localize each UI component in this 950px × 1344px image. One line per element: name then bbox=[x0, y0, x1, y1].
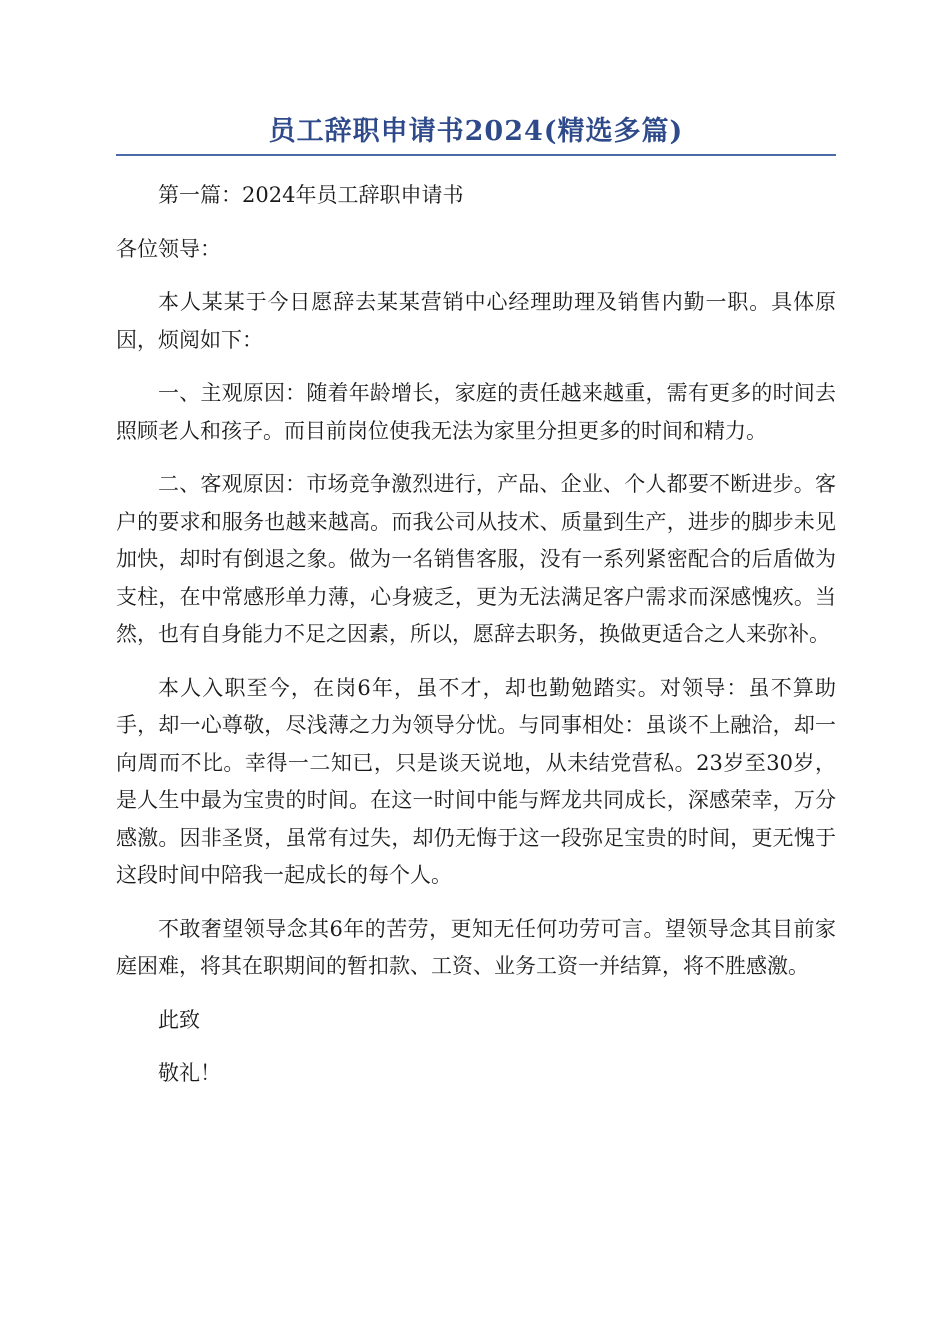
closing-phrase: 此致 bbox=[158, 1007, 200, 1032]
body-paragraph: 一、主观原因：随着年龄增长，家庭的责任越来越重，需有更多的时间去照顾老人和孩子。而目前岗位使我无法为家里分担更多的时间和精力。 bbox=[116, 381, 836, 443]
title-underline bbox=[116, 154, 836, 156]
body-paragraph: 不敢奢望领导念其6年的苦劳，更知无任何功劳可言。望领导念其目前家庭困难，将其在职期间的暂扣款、工资、业务工资一并结算，将不胜感激。 bbox=[116, 916, 836, 978]
salutation: 各位领导： bbox=[116, 236, 221, 261]
document-title: 员工辞职申请书2024(精选多篇) bbox=[268, 116, 684, 147]
body-paragraph: 本人某某于今日愿辞去某某营销中心经理助理及销售内勤一职。具体原因，烦阅如下： bbox=[116, 290, 836, 352]
document-page bbox=[116, 110, 836, 1093]
body-paragraph: 本人入职至今，在岗6年，虽不才，却也勤勉踏实。对领导：虽不算助手，却一心尊敬，尽浅薄之力为领导分忧。与同事相处：虽谈不上融洽，却一向周而不比。幸得一二知已，只是谈天说地，从未结党营私。23岁至30岁，是人生中最为宝贵的时间。在这一时间中能与辉龙共同成长，深感荣幸，万分感激。因非圣贤，虽常有过失，却仍无悔于这一段弥足宝贵的时间，更无愧于这段时间中陪我一起成长的每个人。 bbox=[116, 675, 836, 887]
section-heading: 第一篇：2024年员工辞职申请书 bbox=[158, 183, 464, 207]
closing-salute: 敬礼！ bbox=[158, 1061, 221, 1085]
body-paragraph: 二、客观原因：市场竞争激烈进行，产品、企业、个人都要不断进步。客户的要求和服务也越来越高。而我公司从技术、质量到生产，进步的脚步未见加快，却时有倒退之象。做为一名销售客服，没有一系列紧密配合的后盾做为支柱，在中常感形单力薄，心身疲乏，更为无法满足客户需求而深感愧疚。当然，也有自身能力不足之因素，所以，愿辞去职务，换做更适合之人来弥补。 bbox=[116, 472, 836, 646]
